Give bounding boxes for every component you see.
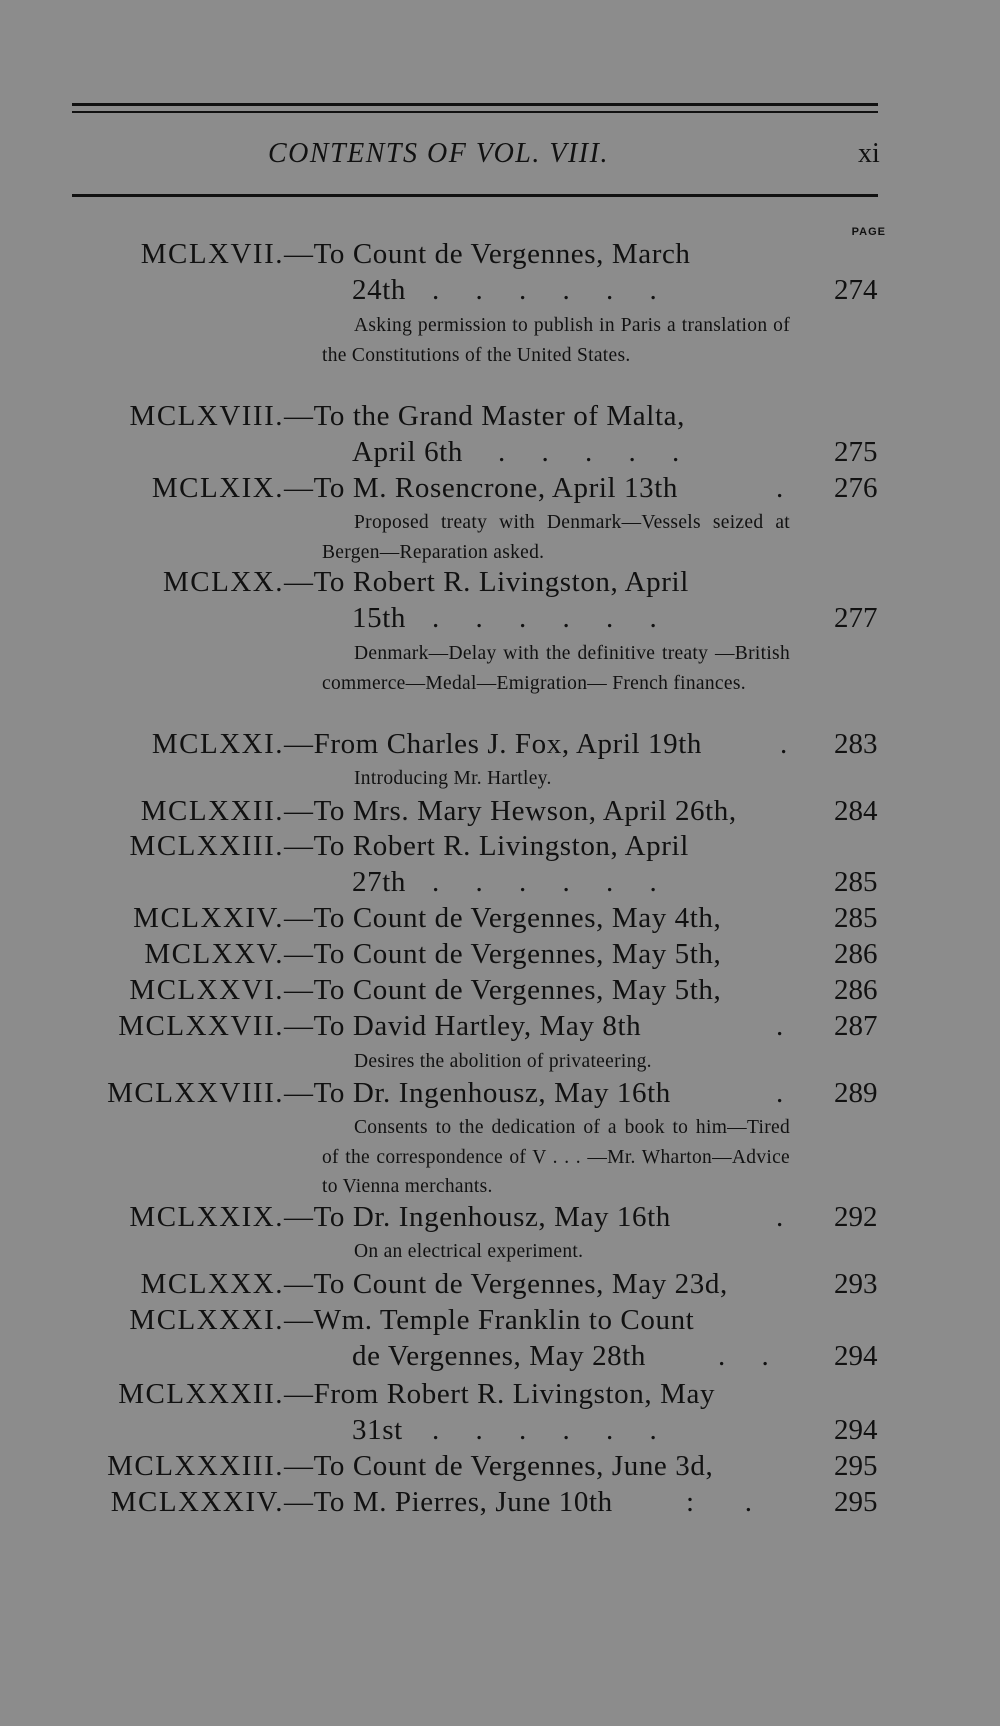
- toc-entry-line: [0, 795, 1000, 831]
- entry-title: —From Robert R. Livingston, May: [284, 1378, 716, 1410]
- entry-number: MCLXVIII.: [129, 400, 284, 432]
- entry-number: MCLXVII.: [140, 238, 284, 270]
- entry-page: 276: [834, 472, 878, 504]
- entry-number: MCLXXI.: [151, 728, 284, 760]
- toc-entry-line: [0, 1010, 1000, 1046]
- leader-dots: . . . . .: [498, 436, 680, 468]
- entry-title-continued: 27th: [352, 866, 406, 898]
- entry-title: —To Count de Vergennes, May 23d,: [284, 1268, 728, 1300]
- toc-entry-line: [0, 436, 1000, 472]
- entry-title-continued: 15th: [352, 602, 406, 634]
- page-number: xi: [858, 138, 880, 169]
- leader-dots: .: [776, 1201, 784, 1233]
- entry-title: —To M. Rosencrone, April 13th: [284, 472, 678, 504]
- entry-summary: On an electrical experiment.: [354, 1241, 584, 1262]
- entry-summary: Desires the abolition of privateering.: [354, 1051, 652, 1072]
- entry-page: 294: [834, 1414, 878, 1446]
- entry-page: 286: [834, 938, 878, 970]
- toc-entry-line: [0, 1268, 1000, 1304]
- entry-number: MCLXXVIII.: [107, 1077, 284, 1109]
- entry-summary: Proposed treaty with Denmark—Vessels seized at Bergen—Reparation asked.: [322, 512, 790, 563]
- entry-page: 285: [834, 902, 878, 934]
- entry-title: —To Robert R. Livingston, April: [284, 830, 689, 862]
- leader-dots: .: [776, 1077, 784, 1109]
- header-rule: [72, 194, 878, 197]
- toc-entry-line: [0, 1201, 1000, 1237]
- entry-page: 286: [834, 974, 878, 1006]
- entry-title: —To Dr. Ingenhousz, May 16th: [284, 1201, 671, 1233]
- toc-entry-line: [0, 902, 1000, 938]
- entry-summary: Asking permission to publish in Paris a translation of the Constitutions of the United States.: [322, 315, 790, 366]
- entry-page: 287: [834, 1010, 878, 1042]
- leader-dots: . .: [718, 1340, 769, 1372]
- entry-summary: Introducing Mr. Hartley.: [354, 768, 552, 789]
- toc-entry-line: [0, 728, 1000, 764]
- leader-dots: .: [776, 472, 784, 504]
- entry-number: MCLXXX.: [140, 1268, 284, 1300]
- entry-number: MCLXXXIV.: [110, 1486, 284, 1518]
- leader-dots: . . . . . .: [432, 274, 657, 306]
- entry-page: 292: [834, 1201, 878, 1233]
- entry-title: —To Count de Vergennes, June 3d,: [284, 1450, 714, 1482]
- entry-title: —To Mrs. Mary Hewson, April 26th,: [284, 795, 737, 827]
- entry-number: MCLXXV.: [144, 938, 284, 970]
- entry-title: —To Dr. Ingenhousz, May 16th: [284, 1077, 671, 1109]
- toc-entry-line: [0, 274, 1000, 310]
- entry-page: 289: [834, 1077, 878, 1109]
- toc-entry-line: [0, 1486, 1000, 1522]
- entry-title: —From Charles J. Fox, April 19th: [284, 728, 702, 760]
- entry-number: MCLXXIV.: [133, 902, 284, 934]
- entry-page: 277: [834, 602, 878, 634]
- entry-page: 293: [834, 1268, 878, 1300]
- leader-dots: : .: [686, 1486, 753, 1518]
- entry-title: —To the Grand Master of Malta,: [284, 400, 685, 432]
- entry-title-continued: April 6th: [352, 436, 463, 468]
- entry-title: —To Count de Vergennes, May 5th,: [284, 938, 722, 970]
- entry-number: MCLXIX.: [151, 472, 284, 504]
- leader-dots: .: [780, 728, 788, 760]
- entry-title: —Wm. Temple Franklin to Count: [284, 1304, 695, 1336]
- leader-dots: . . . . . .: [432, 1414, 657, 1446]
- entry-number: MCLXXVI.: [129, 974, 284, 1006]
- toc-entry-line: [0, 830, 1000, 866]
- leader-dots: . . . . . .: [432, 866, 657, 898]
- entry-page: 295: [834, 1450, 878, 1482]
- page-column-label: PAGE: [851, 226, 886, 238]
- toc-entry-line: [0, 974, 1000, 1010]
- entry-number: MCLXXXIII.: [107, 1450, 284, 1482]
- running-title: CONTENTS OF VOL. VIII.: [268, 138, 609, 169]
- entry-page: 285: [834, 866, 878, 898]
- entry-title: —To David Hartley, May 8th: [284, 1010, 642, 1042]
- toc-entry-line: [0, 866, 1000, 902]
- toc-entry-line: [0, 1414, 1000, 1450]
- entry-page: 283: [834, 728, 878, 760]
- entry-number: MCLXXVII.: [118, 1010, 284, 1042]
- toc-entry-line: [0, 1304, 1000, 1340]
- top-rule-thin: [72, 111, 878, 113]
- entry-title: —To Count de Vergennes, May 5th,: [284, 974, 722, 1006]
- entry-number: MCLXXIX.: [129, 1201, 284, 1233]
- entry-page: 275: [834, 436, 878, 468]
- leader-dots: . . . . . .: [432, 602, 657, 634]
- entry-number: MCLXXIII.: [129, 830, 284, 862]
- leader-dots: .: [776, 1010, 784, 1042]
- toc-entry-line: [0, 238, 1000, 274]
- entry-number: MCLXXXI.: [129, 1304, 284, 1336]
- entry-summary: Denmark—Delay with the definitive treaty —British commerce—Medal—Emigration— French finances.: [322, 643, 790, 694]
- entry-title-continued: 31st: [352, 1414, 403, 1446]
- entry-title-continued: 24th: [352, 274, 406, 306]
- running-header: [0, 138, 1000, 178]
- entry-number: MCLXX.: [163, 566, 284, 598]
- entry-number: MCLXXII.: [140, 795, 284, 827]
- entry-title-continued: de Vergennes, May 28th: [352, 1340, 647, 1372]
- toc-entry-line: [0, 1340, 1000, 1376]
- toc-entry-line: [0, 566, 1000, 602]
- entry-title: —To M. Pierres, June 10th: [284, 1486, 613, 1518]
- entry-number: MCLXXXII.: [118, 1378, 284, 1410]
- toc-entry-line: [0, 938, 1000, 974]
- entry-title: —To Count de Vergennes, May 4th,: [284, 902, 722, 934]
- entry-page: 284: [834, 795, 878, 827]
- toc-entry-line: [0, 602, 1000, 638]
- toc-entry-line: [0, 1450, 1000, 1486]
- entry-title: —To Count de Vergennes, March: [284, 238, 691, 270]
- top-rule: [72, 103, 878, 106]
- toc-entry-line: [0, 1077, 1000, 1113]
- toc-entry-line: [0, 1378, 1000, 1414]
- entry-title: —To Robert R. Livingston, April: [284, 566, 689, 598]
- entry-summary: Consents to the dedication of a book to him—Tired of the correspondence of V . . . —Mr. Wharton—Advice to Vienna merchants.: [322, 1117, 790, 1197]
- toc-entry-line: [0, 472, 1000, 508]
- entry-page: 294: [834, 1340, 878, 1372]
- entry-page: 295: [834, 1486, 878, 1518]
- toc-entry-line: [0, 400, 1000, 436]
- entry-page: 274: [834, 274, 878, 306]
